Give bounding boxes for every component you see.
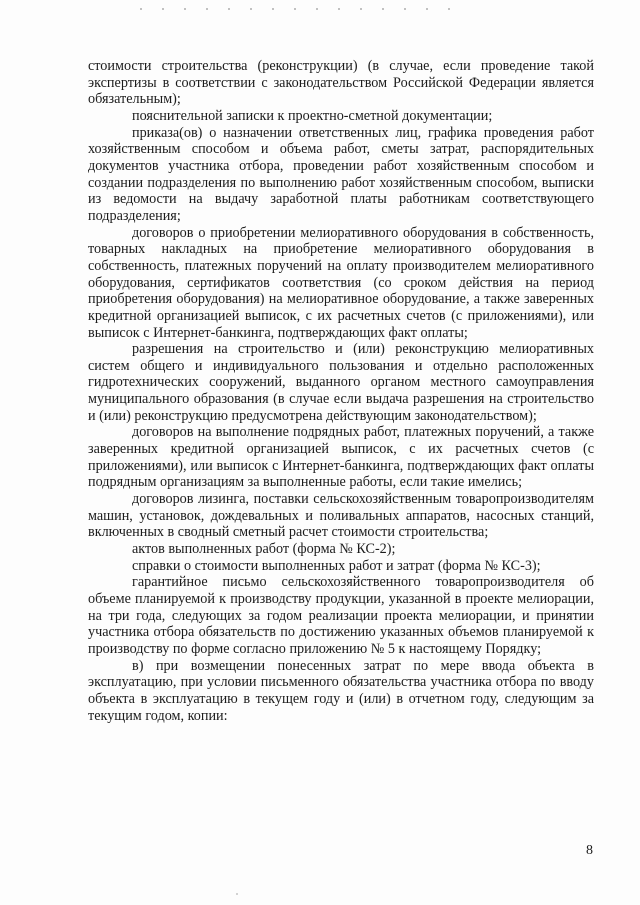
- paragraph-guarantee-letter: гарантийное письмо сельскохозяйственного товаропроизводителя об объеме планируемой к производству продукции, указанной в проекте мелиорации, на три года, следующих за годом реализации проекта мелиорации, и принятии участника отбора обязательств по достижению указанных объемов планируемой к производству по форме согласно приложению № 5 к настоящему Порядку;: [88, 574, 594, 657]
- document-body: [88, 58, 594, 724]
- paragraph-item-v: в) при возмещении понесенных затрат по мере ввода объекта в эксплуатацию, при условии письменного обязательства участника отбора по вводу объекта в эксплуатацию в текущем году и (или) в отчетном году, следующим за текущим годом, копии:: [88, 657, 594, 724]
- paragraph-leasing-contracts: договоров лизинга, поставки сельскохозяйственным товаропроизводителям машин, установок, дождевальных и поливальных аппаратов, насосных станций, включенных в сводный сметный расчет стоимости строительства;: [88, 491, 594, 541]
- scan-artifact-dots: [130, 6, 460, 12]
- paragraph-construction-permit: разрешения на строительство и (или) реконструкцию мелиоративных систем общего и индивидуального пользования и отдельно расположенных гидротехнических сооружений, выданного органом местного самоуправления муниципального образования (в случае если выдача разрешения на строительство и (или) реконструкцию предусмотрена действующим законодательством);: [88, 341, 594, 424]
- paragraph-ks3-certificate: справки о стоимости выполненных работ и затрат (форма № КС-3);: [132, 557, 541, 574]
- paragraph-explanatory-note: пояснительной записки к проектно-сметной документации;: [132, 107, 493, 124]
- paragraph-contractor-agreements: договоров на выполнение подрядных работ, платежных поручений, а также заверенных кредитной организацией выписок, с их расчетных счетов (с приложениями), или выписок с Интернет-банкинга, подтверждающих факт оплаты подрядным организациям за выполненные работы, если такие имелись;: [88, 424, 594, 491]
- paragraph-orders: приказа(ов) о назначении ответственных лиц, графика проведения работ хозяйственным способом и объема работ, сметы затрат, распорядительных документов участника отбора, проведении работ хозяйственным способом и создании подразделения по выполнению работ хозяйственным способом, выписки из ведомости на выдачу заработной платы работникам соответствующего подразделения;: [88, 124, 594, 224]
- paragraph-expertise-continuation: стоимости строительства (реконструкции) (в случае, если проведение такой экспертизы в соответствии с законодательством Российской Федерации является обязательным);: [88, 58, 594, 108]
- paragraph-equipment-contracts: договоров о приобретении мелиоративного оборудования в собственность, товарных накладных на приобретение мелиоративного оборудования в собственность, платежных поручений на оплату производителем мелиоративного оборудования, сертификатов соответствия (со сроком действия на период приобретения оборудования) на мелиоративное оборудование, а также заверенных кредитной организацией выписок, с их расчетных счетов (с приложениями), или выписок с Интернет-банкинга, подтверждающих факт оплаты;: [88, 224, 594, 341]
- paragraph-ks2-acts: актов выполненных работ (форма № КС-2);: [132, 541, 396, 558]
- page-number: 8: [586, 843, 593, 858]
- scan-artifact-dot: [236, 893, 238, 895]
